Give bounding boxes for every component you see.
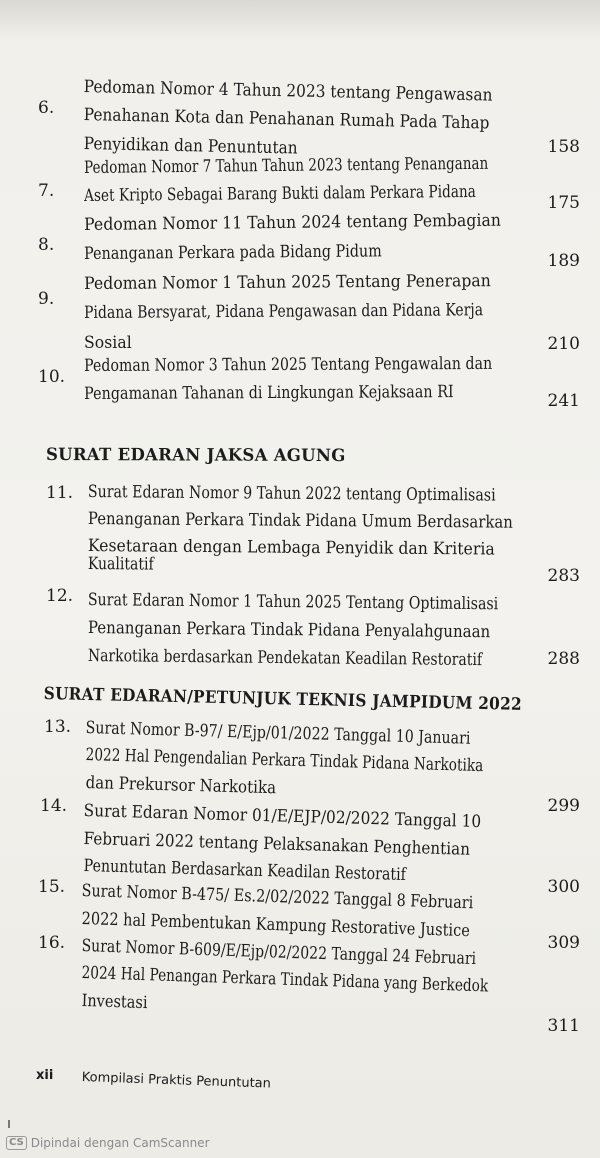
entry-page-number: 309 bbox=[547, 933, 580, 953]
entry-number: 9. bbox=[38, 289, 55, 309]
camscanner-logo-icon: CS bbox=[6, 1136, 27, 1150]
section-heading: SURAT EDARAN JAKSA AGUNG bbox=[45, 445, 346, 467]
entry-line: Penanganan Perkara pada Bidang Pidum bbox=[84, 241, 382, 264]
entry-page-number: 241 bbox=[547, 391, 580, 411]
entry-line: Penahanan Kota dan Penahanan Rumah Pada Tahap bbox=[83, 104, 490, 134]
entry-line: Surat Edaran Nomor 01/E/EJP/02/2022 Tanggal 10 bbox=[83, 800, 482, 833]
entry-page-number: 158 bbox=[547, 137, 580, 157]
entry-number: 16. bbox=[38, 933, 66, 953]
section-heading: SURAT EDARAN/PETUNJUK TEKNIS JAMPIDUM 2022 bbox=[43, 683, 523, 715]
entry-line: Pedoman Nomor 11 Tahun 2024 tentang Pembagian bbox=[84, 210, 502, 235]
entry-line: Penuntutan Berdasarkan Keadilan Restoratif bbox=[83, 855, 407, 885]
scanner-watermark bbox=[6, 1134, 210, 1152]
entry-line: Investasi bbox=[81, 990, 148, 1014]
entry-line: Kualitatif bbox=[87, 553, 154, 575]
entry-page-number: 300 bbox=[547, 877, 580, 897]
entry-line: 2022 hal Pembentukan Kampung Restorative Justice bbox=[81, 908, 471, 942]
entry-line: Pedoman Nomor 1 Tahun 2025 Tentang Penerapan bbox=[84, 271, 491, 294]
scanner-watermark-text: Dipindai dengan CamScanner bbox=[30, 1136, 210, 1150]
entry-line: Surat Nomor B-97/ E/Ejp/01/2022 Tanggal 10 Januari bbox=[85, 717, 471, 749]
entry-number: 13. bbox=[44, 717, 72, 737]
entry-line: Pengamanan Tahanan di Lingkungan Kejaksaan RI bbox=[84, 382, 454, 404]
entry-line: Kesetaraan dengan Lembaga Penyidik dan Kriteria bbox=[87, 535, 495, 560]
entry-number: 7. bbox=[38, 181, 55, 201]
entry-line: Penanganan Perkara Tindak Pidana Umum Berdasarkan bbox=[87, 508, 513, 533]
entry-line: Pedoman Nomor 3 Tahun 2025 Tentang Pengawalan dan bbox=[84, 353, 493, 376]
entry-page-number: 210 bbox=[547, 334, 580, 354]
entry-line: Surat Edaran Nomor 1 Tahun 2025 Tentang Optimalisasi bbox=[87, 589, 499, 615]
entry-page-number: 175 bbox=[547, 193, 580, 213]
page-edge-mark bbox=[8, 1120, 10, 1128]
entry-line: Pedoman Nomor 7 Tahun Tahun 2023 tentang Penanganan bbox=[84, 153, 489, 178]
entry-page-number: 299 bbox=[547, 796, 580, 816]
entry-number: 11. bbox=[46, 483, 74, 503]
entry-number: 12. bbox=[46, 586, 74, 606]
entry-page-number: 311 bbox=[547, 1016, 580, 1036]
entry-number: 14. bbox=[40, 796, 68, 816]
entry-number: 10. bbox=[38, 367, 66, 387]
entry-line: 2024 Hal Penangan Perkara Tindak Pidana yang Berkedok bbox=[81, 962, 489, 997]
entry-line: Sosial bbox=[84, 333, 132, 353]
entry-line: Surat Nomor B-609/E/Ejp/02/2022 Tanggal 24 Februari bbox=[81, 935, 477, 970]
entry-line: Februari 2022 tentang Pelaksanakan Penghentian bbox=[83, 828, 471, 860]
entry-line: Penanganan Perkara Tindak Pidana Penyalahgunaan bbox=[87, 617, 491, 643]
entry-line: Narkotika berdasarkan Pendekatan Keadilan Restoratif bbox=[87, 645, 483, 671]
entry-page-number: 288 bbox=[547, 649, 580, 669]
entry-line: Pedoman Nomor 4 Tahun 2023 tentang Pengawasan bbox=[83, 76, 493, 106]
entry-page-number: 283 bbox=[547, 566, 580, 586]
entry-line: Pidana Bersyarat, Pidana Pengawasan dan Pidana Kerja bbox=[84, 300, 484, 323]
entry-line: Aset Kripto Sebagai Barang Bukti dalam Perkara Pidana bbox=[84, 181, 476, 206]
entry-line: dan Prekursor Narkotika bbox=[85, 772, 277, 799]
entry-number: 15. bbox=[38, 877, 66, 897]
entry-line: Penyidikan dan Penuntutan bbox=[83, 133, 298, 159]
page-number-roman: xii bbox=[36, 1068, 54, 1083]
entry-line: Surat Nomor B-475/ Es.2/02/2022 Tanggal 8 Februari bbox=[81, 880, 474, 914]
entry-line: 2022 Hal Pengendalian Perkara Tindak Pidana Narkotika bbox=[85, 744, 484, 777]
entry-line: Surat Edaran Nomor 9 Tahun 2022 tentang Optimalisasi bbox=[87, 481, 496, 506]
entry-number: 6. bbox=[38, 98, 55, 118]
running-footer-title: Kompilasi Praktis Penuntutan bbox=[81, 1070, 272, 1092]
entry-page-number: 189 bbox=[547, 251, 580, 271]
entry-number: 8. bbox=[38, 235, 55, 255]
